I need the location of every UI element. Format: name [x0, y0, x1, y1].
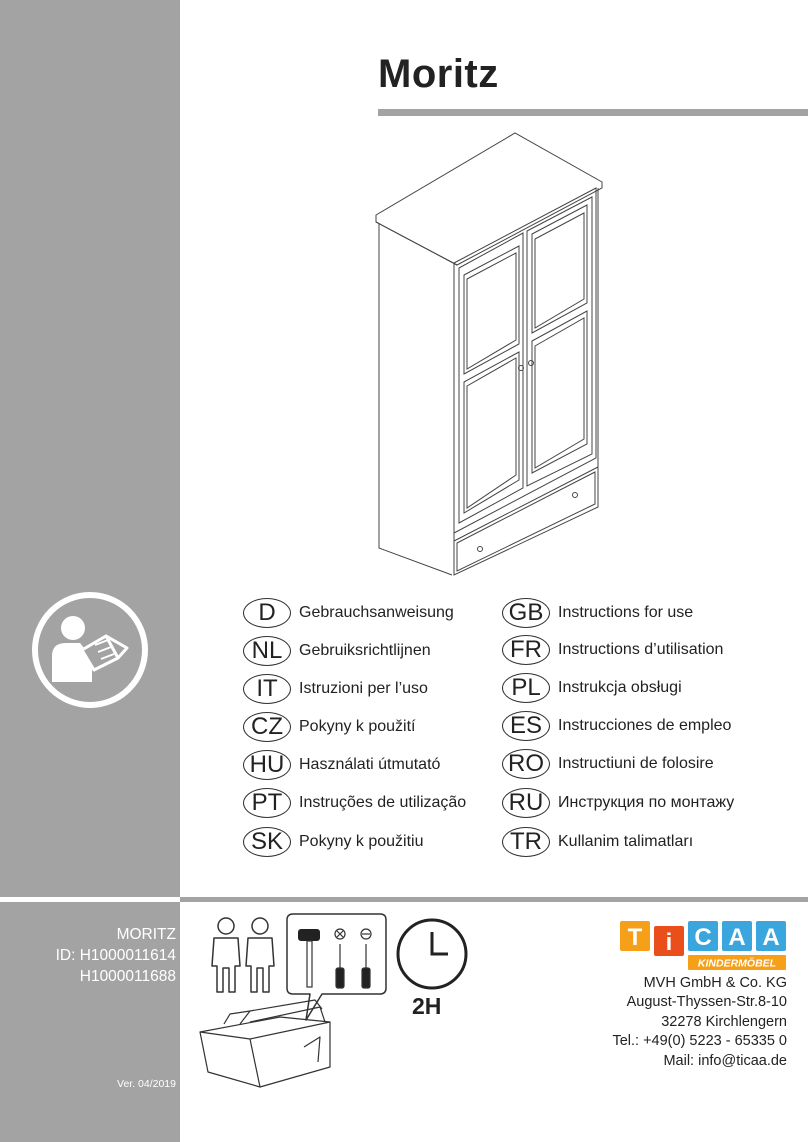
language-code: IT	[243, 674, 291, 704]
language-row	[243, 673, 428, 705]
clock-icon	[398, 920, 466, 988]
language-label: Használati útmutató	[299, 756, 441, 773]
language-row	[502, 672, 682, 704]
language-row	[243, 787, 466, 819]
language-label: Instruções de utilização	[299, 794, 467, 811]
language-label: Kullanim talimatları	[558, 833, 694, 850]
language-code: ES	[502, 711, 550, 741]
model-name: MORITZ	[116, 926, 176, 943]
phillips-screwdriver-icon	[335, 929, 345, 988]
language-code: PT	[243, 788, 291, 818]
language-code: SK	[243, 827, 291, 857]
model-id-2: H1000011688	[79, 968, 176, 985]
language-row	[243, 749, 440, 781]
language-row	[502, 787, 734, 819]
language-code: FR	[502, 635, 550, 665]
logo-subtitle: KINDERMÖBEL	[697, 957, 777, 970]
read-manual-icon	[30, 590, 150, 710]
language-code: CZ	[243, 712, 291, 742]
company-name: MVH GmbH & Co. KG	[643, 975, 787, 991]
logo-letter: T	[627, 924, 643, 951]
language-code: TR	[502, 827, 550, 857]
language-row	[243, 635, 431, 667]
language-label: Инструкция по монтажу	[558, 794, 735, 811]
logo-letter: i	[665, 929, 673, 956]
language-label: Instrukcja obsługi	[558, 679, 682, 696]
product-title: Moritz	[378, 52, 499, 96]
language-label: Istruzioni per l’uso	[299, 680, 428, 697]
model-id: ID: H1000011614	[55, 947, 176, 964]
title-underline	[378, 109, 808, 116]
hammer-icon	[298, 929, 320, 987]
footer-divider	[180, 897, 808, 902]
language-label: Pokyny k použití	[299, 718, 416, 735]
language-label: Pokyny k použitiu	[299, 833, 424, 850]
language-code: HU	[243, 750, 291, 780]
company-phone: Tel.: +49(0) 5223 - 65335 0	[612, 1033, 787, 1050]
language-label: Instrucciones de empleo	[558, 717, 732, 734]
logo-letter: A	[728, 924, 746, 951]
language-row	[502, 597, 693, 629]
person-icon	[246, 918, 274, 992]
language-row	[502, 634, 723, 666]
language-row	[243, 597, 454, 629]
language-row	[243, 711, 416, 743]
company-mail: Mail: info@ticaa.de	[663, 1052, 787, 1069]
language-code: NL	[243, 636, 291, 666]
flat-screwdriver-icon	[361, 929, 371, 988]
language-row	[502, 710, 731, 742]
language-row	[243, 826, 424, 858]
logo-letter: C	[694, 924, 712, 951]
company-address	[612, 974, 787, 1071]
ticaa-logo	[620, 918, 788, 972]
language-label: Gebrauchsanweisung	[299, 604, 454, 621]
company-city: 32278 Kirchlengern	[661, 1013, 787, 1030]
assembly-time: 2H	[412, 993, 442, 1019]
language-row	[502, 826, 693, 858]
logo-letter: A	[762, 924, 780, 951]
language-code: D	[243, 598, 291, 628]
language-label: Gebruiksrichtlijnen	[299, 642, 431, 659]
wardrobe-illustration	[360, 128, 620, 598]
assembly-requirements-illustration	[190, 912, 480, 1132]
person-icon	[212, 918, 240, 992]
language-code: GB	[502, 598, 550, 628]
language-label: Instructions d’utilisation	[558, 641, 724, 658]
language-code: RU	[502, 788, 550, 818]
language-row	[502, 748, 714, 780]
language-code: RO	[502, 749, 550, 779]
language-label: Instructions for use	[558, 604, 694, 621]
left-sidebar	[0, 0, 180, 897]
version-label: Ver. 04/2019	[117, 1078, 176, 1090]
language-code: PL	[502, 673, 550, 703]
language-label: Instructiuni de folosire	[558, 755, 714, 772]
model-info	[56, 924, 176, 987]
company-street: August-Thyssen-Str.8-10	[626, 994, 787, 1011]
